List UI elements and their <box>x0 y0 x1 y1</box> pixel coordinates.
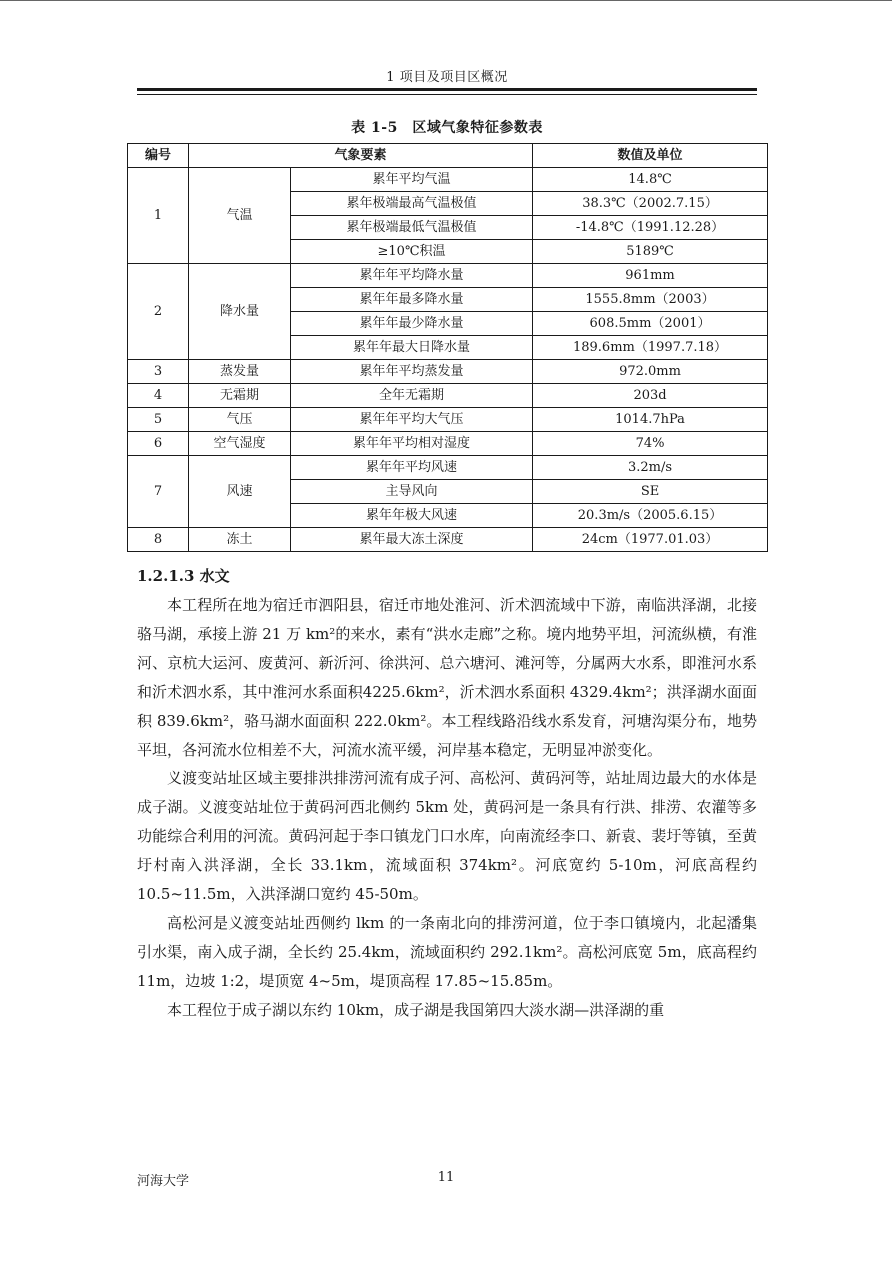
cell-item: 累年最大冻土深度 <box>291 528 533 552</box>
cell-value: 74% <box>533 432 768 456</box>
header-no: 编号 <box>128 144 189 168</box>
cell-value: 1555.8mm（2003） <box>533 288 768 312</box>
cell-item: 累年极端最低气温极值 <box>291 216 533 240</box>
cell-value: 14.8℃ <box>533 168 768 192</box>
cell-item: 累年年平均降水量 <box>291 264 533 288</box>
cell-item: 累年年最大日降水量 <box>291 336 533 360</box>
cell-item: 累年年平均风速 <box>291 456 533 480</box>
cell-item: 累年年平均蒸发量 <box>291 360 533 384</box>
cell-value: 1014.7hPa <box>533 408 768 432</box>
table-row <box>128 456 768 480</box>
table-row <box>128 360 768 384</box>
header-rule-thick <box>137 88 757 91</box>
cell-no: 8 <box>128 528 189 552</box>
table-row <box>128 168 768 192</box>
cell-category: 风速 <box>189 456 291 528</box>
table-row <box>128 384 768 408</box>
paragraph: 本工程所在地为宿迁市泗阳县，宿迁市地处淮河、沂术泗流域中下游，南临洪泽湖，北接骆马湖，承接上游 21 万 km²的来水，素有“洪水走廊”之称。境内地势平坦，河流纵横，有淮河、京杭大运河、废黄河、新沂河、徐洪河、总六塘河、滩河等，分属两大水系，即淮河水系和沂术泗水系，其中淮河水系面积4225.6km²，沂术泗水系面积 4329.4km²；洪泽湖水面面积 839.6km²，骆马湖水面面积 222.0km²。本工程线路沿线水系发育，河塘沟渠分布，地势平坦，各河流水位相差不大，河流水流平缓，河岸基本稳定，无明显冲淤变化。 <box>137 596 757 759</box>
table-row <box>128 264 768 288</box>
header-element: 气象要素 <box>189 144 533 168</box>
cell-no: 5 <box>128 408 189 432</box>
table-row <box>128 528 768 552</box>
cell-no: 6 <box>128 432 189 456</box>
cell-value: SE <box>533 480 768 504</box>
paragraph: 本工程位于成子湖以东约 10km，成子湖是我国第四大淡水湖—洪泽湖的重 <box>167 1000 665 1019</box>
cell-item: ≥10℃积温 <box>291 240 533 264</box>
cell-value: 24cm（1977.01.03） <box>533 528 768 552</box>
cell-category: 无霜期 <box>189 384 291 408</box>
cell-value: 203d <box>533 384 768 408</box>
table-body <box>128 168 768 552</box>
cell-value: 189.6mm（1997.7.18） <box>533 336 768 360</box>
footer-organization: 河海大学 <box>137 1174 190 1189</box>
running-header: 1 项目及项目区概况 <box>386 70 508 85</box>
cell-item: 全年无霜期 <box>291 384 533 408</box>
cell-item: 累年年最多降水量 <box>291 288 533 312</box>
cell-value: 38.3℃（2002.7.15） <box>533 192 768 216</box>
table-caption: 表 1-5 区域气象特征参数表 <box>351 120 543 136</box>
cell-category: 蒸发量 <box>189 360 291 384</box>
cell-category: 空气湿度 <box>189 432 291 456</box>
cell-category: 气温 <box>189 168 291 264</box>
section-title: 1.2.1.3 水文 <box>137 567 230 585</box>
cell-category: 降水量 <box>189 264 291 360</box>
cell-item: 累年年平均相对湿度 <box>291 432 533 456</box>
cell-item: 累年极端最高气温极值 <box>291 192 533 216</box>
paragraph: 义渡变站址区域主要排洪排涝河流有成子河、高松河、黄码河等，站址周边最大的水体是成子湖。义渡变站址位于黄码河西北侧约 5km 处，黄码河是一条具有行洪、排涝、农灌等多功能综合利用的河流。黄码河起于李口镇龙门口水库，向南流经李口、新袁、裴圩等镇，至黄圩村南入洪泽湖，全长 33.1km，流域面积 374km²。河底宽约 5-10m，河底高程约 10.5~11.5m，入洪泽湖口宽约 45-50m。 <box>137 769 757 904</box>
cell-value: 961mm <box>533 264 768 288</box>
table-row <box>128 432 768 456</box>
cell-value: -14.8℃（1991.12.28） <box>533 216 768 240</box>
cell-item: 累年年最少降水量 <box>291 312 533 336</box>
cell-value: 20.3m/s（2005.6.15） <box>533 504 768 528</box>
cell-no: 7 <box>128 456 189 528</box>
cell-no: 3 <box>128 360 189 384</box>
cell-item: 累年年极大风速 <box>291 504 533 528</box>
header-rule-thin <box>137 94 757 95</box>
cell-value: 5189℃ <box>533 240 768 264</box>
table-row <box>128 408 768 432</box>
cell-item: 主导风向 <box>291 480 533 504</box>
page-top-border <box>0 0 892 1</box>
cell-category: 气压 <box>189 408 291 432</box>
cell-no: 1 <box>128 168 189 264</box>
table-header-row <box>128 144 768 168</box>
cell-no: 2 <box>128 264 189 360</box>
page-number: 11 <box>437 1170 455 1185</box>
section-body <box>137 591 757 1025</box>
cell-category: 冻土 <box>189 528 291 552</box>
header-value: 数值及单位 <box>533 144 768 168</box>
cell-value: 972.0mm <box>533 360 768 384</box>
cell-value: 3.2m/s <box>533 456 768 480</box>
paragraph: 高松河是义渡变站址西侧约 lkm 的一条南北向的排涝河道，位于李口镇境内，北起潘集引水渠，南入成子湖，全长约 25.4km，流域面积约 292.1km²。高松河底宽 5m，底高程约 11m，边坡 1:2，堤顶宽 4~5m，堤顶高程 17.85~15.85m。 <box>137 913 757 990</box>
cell-value: 608.5mm（2001） <box>533 312 768 336</box>
cell-item: 累年平均气温 <box>291 168 533 192</box>
climate-parameter-table <box>127 143 768 552</box>
cell-no: 4 <box>128 384 189 408</box>
cell-item: 累年年平均大气压 <box>291 408 533 432</box>
